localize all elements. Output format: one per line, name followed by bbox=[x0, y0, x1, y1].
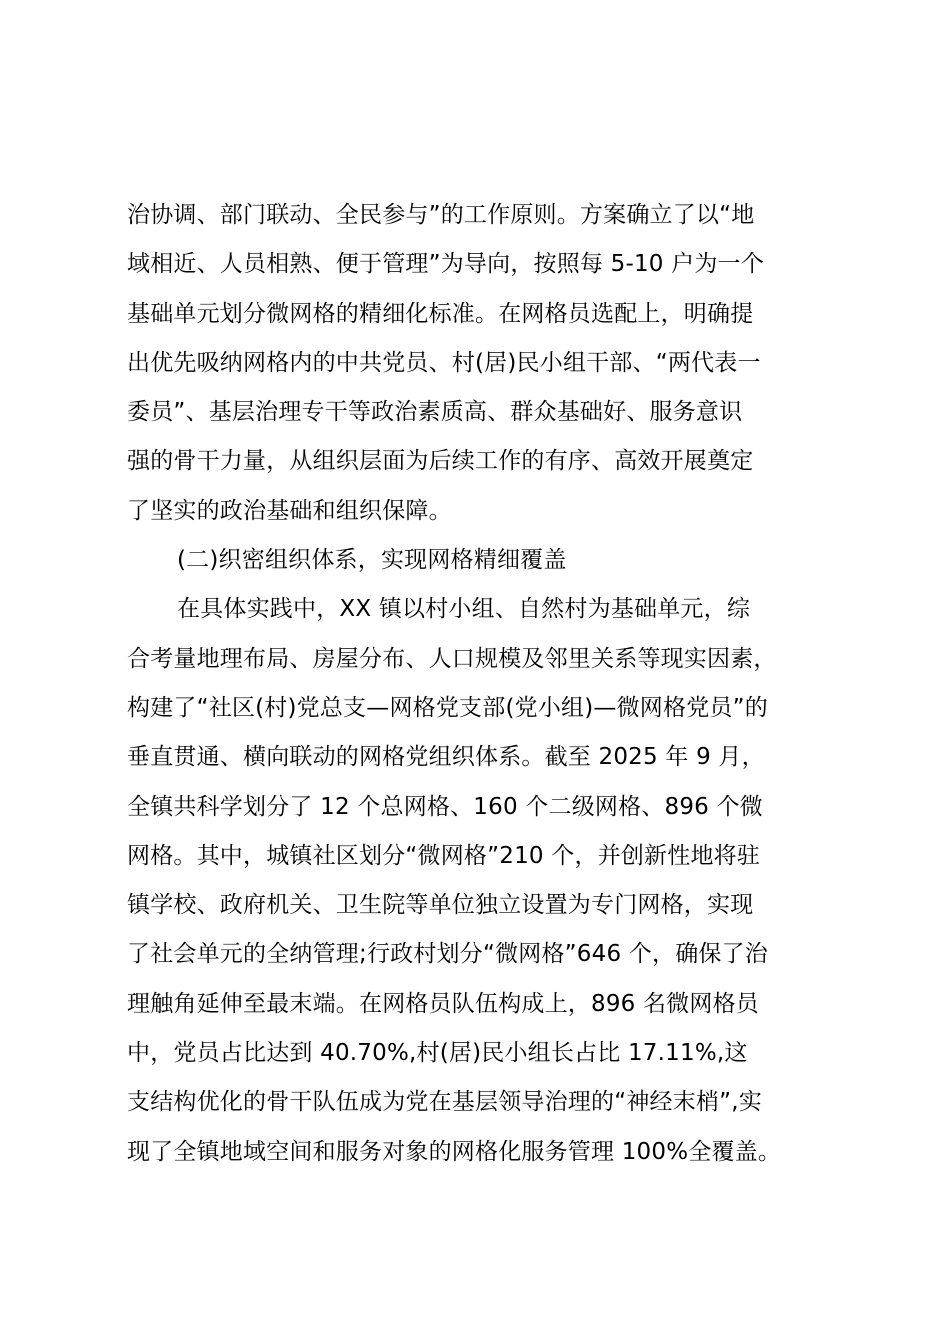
text-line: 中，党员占比达到 40.70%,村(居)民小组长占比 17.11%,这 bbox=[127, 1040, 748, 1067]
text-line: 了坚实的政治基础和组织保障。 bbox=[127, 497, 452, 524]
section-heading: (二)织密组织体系，实现网格精细覆盖 bbox=[177, 547, 567, 574]
text-line: 委员”、基层治理专干等政治素质高、群众基础好、服务意识 bbox=[127, 399, 743, 426]
text-line: 治协调、部门联动、全民参与”的工作原则。方案确立了以“地 bbox=[127, 202, 755, 228]
text-line: 垂直贯通、横向联动的网格党组织体系。截至 2025 年 9 月， bbox=[127, 744, 765, 771]
text-line: 构建了“社区(村)党总支—网格党支部(党小组)—微网格党员”的 bbox=[127, 694, 768, 721]
text-line: 基础单元划分微网格的精细化标准。在网格员选配上，明确提 bbox=[127, 300, 754, 327]
text-line: 现了全镇地域空间和服务对象的网格化服务管理 100%全覆盖。 bbox=[127, 1138, 782, 1165]
text-line: 出优先吸纳网格内的中共党员、村(居)民小组干部、“两代表一 bbox=[127, 349, 761, 376]
text-line: 网格。其中，城镇社区划分“微网格”210 个，并创新性地将驻 bbox=[127, 842, 761, 869]
text-line: 域相近、人员相熟、便于管理”为导向，按照每 5-10 户为一个 bbox=[127, 251, 764, 278]
text-line: 合考量地理布局、房屋分布、人口规模及邻里关系等现实因素， bbox=[127, 645, 777, 672]
text-line: 支结构优化的骨干队伍成为党在基层领导治理的“神经末梢”,实 bbox=[127, 1089, 762, 1116]
text-line: 强的骨干力量，从组织层面为后续工作的有序、高效开展奠定 bbox=[127, 448, 754, 475]
text-line: 镇学校、政府机关、卫生院等单位独立设置为专门网格，实现 bbox=[127, 892, 754, 919]
text-line: 在具体实践中，XX 镇以村小组、自然村为基础单元，综 bbox=[177, 596, 751, 623]
text-line: 理触角延伸至最末端。在网格员队伍构成上，896 名微网格员 bbox=[127, 990, 760, 1017]
text-line: 全镇共科学划分了 12 个总网格、160 个二级网格、896 个微 bbox=[127, 793, 763, 820]
document-body bbox=[127, 191, 827, 1177]
text-line: 了社会单元的全纳管理;行政村划分“微网格”646 个，确保了治 bbox=[127, 941, 768, 968]
